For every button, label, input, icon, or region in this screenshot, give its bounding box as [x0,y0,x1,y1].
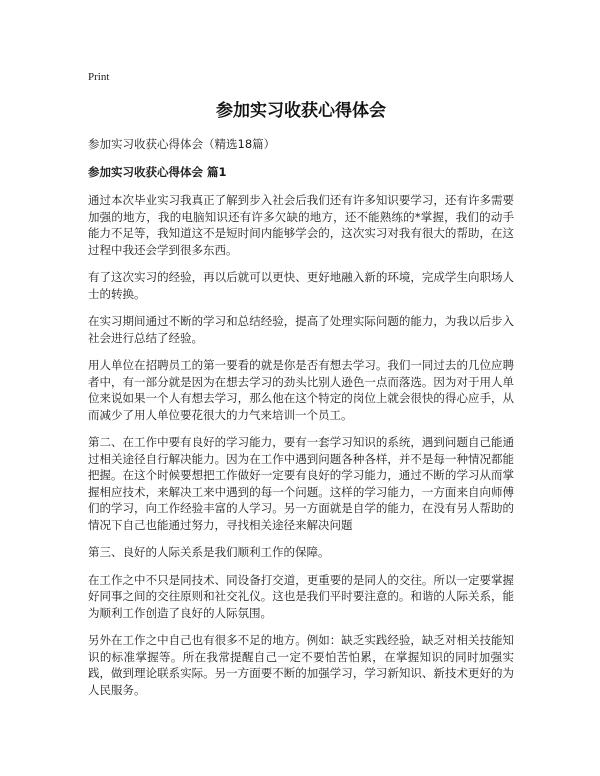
paragraph-2: 有了这次实习的经验，再以后就可以更快、更好地融入新的环境，完成学生向职场人士的转换。 [88,270,514,301]
paragraph-6: 第三、良好的人际关系是我们顺利工作的保障。 [88,545,330,559]
document-page [88,70,514,709]
paragraph-3: 在实习期间通过不断的学习和总结经验，提高了处理实际问题的能力，为我以后步入社会进行总结了经验。 [88,314,514,345]
article-body [88,192,514,698]
paragraph-1: 通过本次毕业实习我真正了解到步入社会后我们还有许多知识要学习，还有许多需要加强的地方，我的电脑知识还有许多欠缺的地方，还不能熟练的*掌握，我们的动手能力不足等，我知道这不是短时间内能够学会的，这次实习对我有很大的帮助，在这过程中我还会学到很多东西。 [88,193,514,257]
print-label: Print [88,71,110,83]
page-title: 参加实习收获心得体会 [216,101,386,121]
paragraph-8: 另外在工作之中自己也有很多不足的地方。例如：缺乏实践经验，缺乏对相关技能知识的标准掌握等。所在我常提醒自己一定不要怕苦怕累，在掌握知识的同时加强实践，做到理论联系实际。另一方面要不断的加强学习，学习新知识、新技术更好的为人民服务。 [88,633,514,697]
paragraph-7: 在工作之中不只是同技术、同设备打交道，更重要的是同人的交往。所以一定要掌握好同事之间的交往原则和社交礼仪。这也是我们平时要注意的。和谐的人际关系，能为顺利工作创造了良好的人际氛围。 [88,572,514,620]
section-heading: 参加实习收获心得体会 篇1 [88,165,227,179]
document-subtitle: 参加实习收获心得体会（精选18篇） [88,137,276,151]
paragraph-5: 第二、在工作中要有良好的学习能力，要有一套学习知识的系统，遇到问题自己能通过相关途径自行解决能力。因为在工作中遇到问题各种各样，并不是每一种情况都能把握。在这个时候要想把工作做好一定要有良好的学习能力，通过不断的学习从而掌握相应技术，来解决工来中遇到的每一个问题。这样的学习能力，一方面来自向师傅们的学习，向工作经验丰富的人学习。另一方面就是自学的能力，在没有另人帮助的情况下自己也能通过努力，寻找相关途径来解决问题 [88,435,514,532]
paragraph-4: 用人单位在招聘员工的第一要看的就是你是否有想去学习。我们一同过去的几位应聘者中，有一部分就是因为在想去学习的劲头比别人逊色一点而落选。因为对于用人单位来说如果一个人有想去学习，那么他在这个特定的岗位上就会很快的得心应手，从而减少了用人单位要花很大的力气来培训一个员工。 [88,358,514,422]
